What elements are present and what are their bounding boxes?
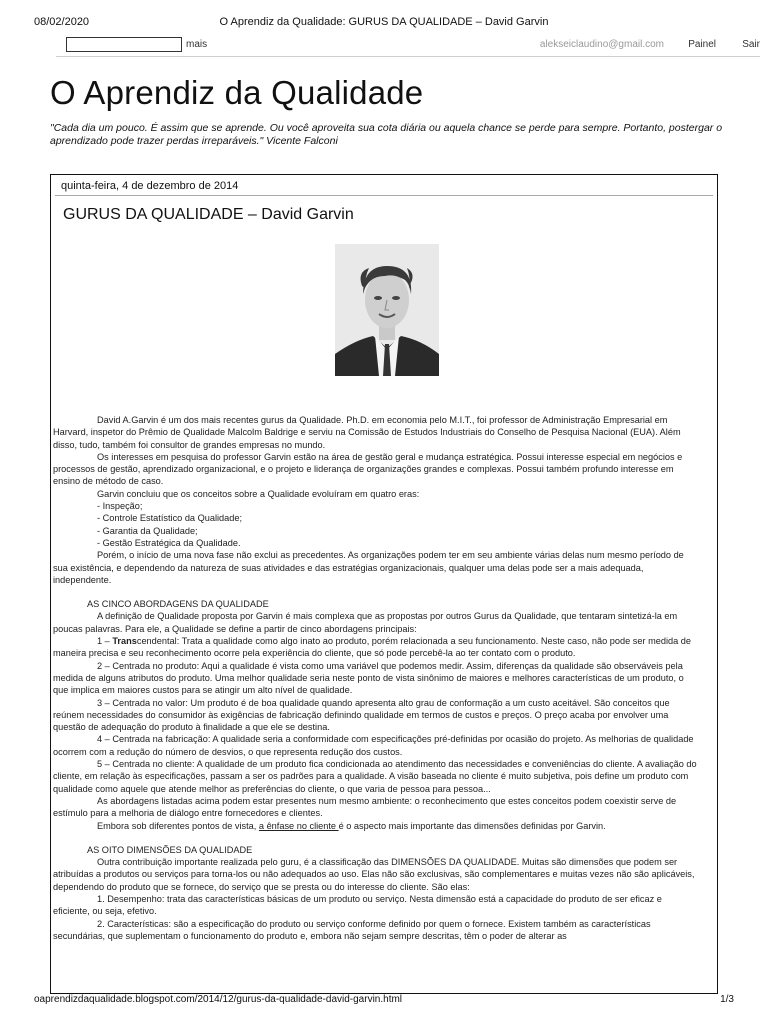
print-page-title: O Aprendiz da Qualidade: GURUS DA QUALIDADE – David Garvin <box>219 16 549 28</box>
print-page-number: 1/3 <box>720 994 734 1005</box>
paragraph: Garvin concluiu que os conceitos sobre a Qualidade evoluíram em quatro eras: <box>97 488 420 499</box>
post-date: quinta-feira, 4 de dezembro de 2014 <box>61 180 239 192</box>
blog-description: "Cada dia um pouco. É assim que se aprende. Ou você aproveita sua cota diária ou aquela chance se perde para sempre. Portanto, postergar o aprendizado pode trazer perdas irreparáveis." Vicente Falconi <box>50 122 723 147</box>
approach-1 <box>53 635 699 660</box>
navbar-exit-link[interactable]: Sair <box>742 39 760 50</box>
navbar-panel-link[interactable]: Painel <box>688 39 716 50</box>
list-item: - Inspeção; <box>97 501 143 512</box>
dimension-1: 1. Desempenho: trata das características básicas de um produto ou serviço. Nesta dimensão está a capacidade do produto de ser eficaz e eficiente, ou seja, efetivo. <box>53 893 662 917</box>
paragraph: As abordagens listadas acima podem estar presentes num mesmo ambiente: o reconhecimento que estes conceitos podem coexistir serve de estímulo para a melhoria de diálogo entre fornecedores e clientes. <box>53 795 677 819</box>
list-item: - Gestão Estratégica da Qualidade. <box>97 537 241 548</box>
approach-3: 3 – Centrada no valor: Um produto é de boa qualidade quando apresenta alto grau de conformação a um custo aceitável. São conceitos que reúnem necessidades do consumidor às exigências de fabricação definindo qualidade em termos de custos e preços. O preço acaba por envolver uma questão de adequação do produto à finalidade a que ele se destina. <box>53 697 670 733</box>
navbar-more-link[interactable]: mais <box>186 39 208 50</box>
print-date: 08/02/2020 <box>34 16 90 28</box>
blog-title[interactable]: O Aprendiz da Qualidade <box>50 74 424 111</box>
post-container <box>50 174 718 994</box>
approach-2: 2 – Centrada no produto: Aqui a qualidade é vista como uma variável que podemos medir. Assim, diferenças da qualidade são observáveis pela medida de alguns atributos do produto. Uma melhor qualidade seria neste ponto de vista sinônimo de maiores e melhores características de um produto, o que implica em maiores custos para se atingir um alto nível de qualidade. <box>53 660 684 696</box>
print-footer <box>34 994 734 1008</box>
text: é o aspecto mais importante das dimensões definidas por Garvin. <box>338 820 606 831</box>
paragraph: Outra contribuição importante realizada pelo guru, é a classificação das DIMENSÕES DA QUALIDADE. Muitas são dimensões que podem ser atribuídas a produtos ou serviços para torna-los ou não adequados ao uso. Elas não são exclusivas, são complementares e muitas vezes não são aplicáveis, dependendo do produto que se fornece, do serviço que se presta ou do interesse do cliente. São elas: <box>53 857 695 892</box>
approach-5: 5 – Centrada no cliente: A qualidade de um produto fica condicionada ao atendimento das necessidades e conveniências do cliente. A avaliação do cliente, em relação às especificações, passam a ser os padrões para a qualidade. A visão baseada no cliente é muito subjetiva, pois define um produto com qualidade como aquele que atende melhor as preferências do cliente, o que varia de pessoa para pessoa... <box>53 759 697 794</box>
print-header <box>34 16 734 30</box>
section-heading: AS CINCO ABORDAGENS DA QUALIDADE <box>87 599 269 610</box>
emphasis-link[interactable]: a ênfase no cliente <box>258 820 339 831</box>
approach-4: 4 – Centrada na fabricação: A qualidade seria a conformidade com especificações pré-definidas por ocasião do projeto. As melhorias de qualidade ocorrem com a redução do número de desvios, o que representa redução dos custos. <box>53 734 694 757</box>
post-inner <box>55 195 713 993</box>
paragraph: Os interesses em pesquisa do professor Garvin estão na área de gestão geral e mudança estratégica. Possui interesse especial em negócios e processos de gestão, aprendizado organizacional, e o projeto e liderança de organizações grandes e complexas. Possui também profundo interesse em ensino de método de caso. <box>53 451 683 487</box>
approach-1-text: cendental: Trata a qualidade como algo inato ao produto, porém relacionada a seu funcionamento. Neste caso, não pode ser medida de maneira precisa e seu reconhecimento ocorre pela experiência do cliente, que só pode percebê-la ao ter contato com o produto. <box>53 636 692 659</box>
dimension-2: 2. Características: são a especificação do produto ou serviço conforme definido por quem o fornece. Existem também as características secundárias, que suplementam o funcionamento do produto e, embora não sejam sempre descritas, têm o poder de alterar as <box>53 918 651 941</box>
paragraph: David A.Garvin é um dos mais recentes gurus da Qualidade. Ph.D. em economia pelo M.I.T., foi professor de Administração Empresarial em Harvard, inspetor do Prêmio de Qualidade Malcolm Baldrige e serviu na Comissão de Estudos Industriais do Conselho de Pesquisa Nacional (EUA). Além disso, tudo, também foi consultor de grandes empresas no mundo. <box>53 415 681 450</box>
post-title[interactable]: GURUS DA QUALIDADE – David Garvin <box>63 206 354 223</box>
print-url: oaprendizdaqualidade.blogspot.com/2014/12/gurus-da-qualidade-david-garvin.html <box>34 994 403 1005</box>
list-item: - Garantia da Qualidade; <box>97 525 198 536</box>
navbar-search-input[interactable] <box>66 37 182 52</box>
author-photo <box>335 244 439 376</box>
paragraph <box>53 820 699 832</box>
paragraph: A definição de Qualidade proposta por Garvin é mais complexa que as propostas por outros Gurus da Qualidade, que tentaram sintetizá-la em poucas palavras. Para ele, a Qualidade se define a partir de cinco abordagens principais: <box>53 611 678 634</box>
blogger-navbar <box>56 36 760 57</box>
text: Embora sob diferentes pontos de vista, <box>97 820 259 831</box>
section-heading: AS OITO DIMENSÕES DA QUALIDADE <box>87 844 253 855</box>
post-body <box>53 414 699 942</box>
navbar-user-email: alekseiclaudino@gmail.com <box>539 39 664 50</box>
paragraph: Porém, o início de uma nova fase não exclui as precedentes. As organizações podem ter em seu ambiente várias delas num mesmo período de sua existência, e dependendo da natureza de suas atividades e das estratégias organizacionais, qualquer uma delas pode ser a mais adequada, independente. <box>53 550 684 585</box>
approach-1-bold: Trans <box>112 636 137 647</box>
list-item: - Controle Estatístico da Qualidade; <box>97 513 243 524</box>
approach-1-prefix: 1 – <box>97 636 113 647</box>
